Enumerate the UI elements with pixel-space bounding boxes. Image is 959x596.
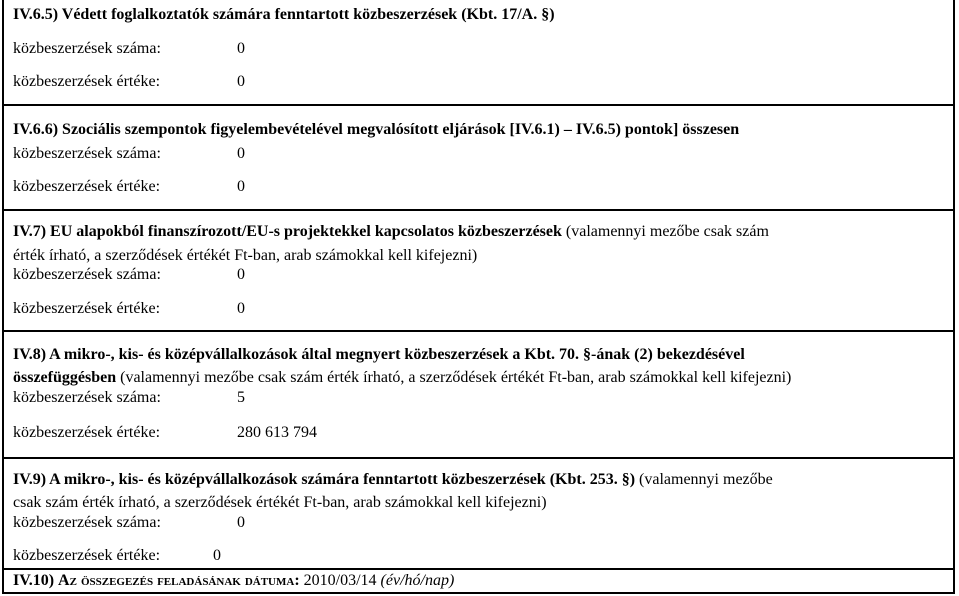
section-iv-7-heading: [13, 222, 769, 242]
date-label: Az összegezés feladásának dátuma:: [58, 572, 300, 589]
procurement-count-row: [13, 265, 245, 285]
count-value: 0: [237, 514, 245, 531]
count-label: közbeszerzések száma:: [13, 389, 161, 406]
procurement-value-row: [13, 177, 245, 197]
heading-bold: összefüggésben: [13, 369, 117, 386]
procurement-count-row: [13, 144, 245, 164]
section-iv-6-6-heading: IV.6.6) Szociális szempontok figyelembevételével megvalósított eljárások [IV.6.1) – IV.6.5) pontok] összesen: [13, 121, 740, 138]
section-iv-8-heading: IV.8) A mikro-, kis- és középvállalkozások által megnyert közbeszerzések a Kbt. 70. §-ának (2) bekezdésével: [13, 346, 745, 363]
section-iv-9-heading: [13, 470, 773, 490]
date-format-hint: (év/hó/nap): [376, 572, 455, 589]
procurement-value-row: [13, 423, 317, 443]
date-label-prefix: IV.10): [13, 572, 59, 589]
procurement-count-row: [13, 39, 245, 59]
value-label: közbeszerzések értéke:: [13, 424, 161, 441]
section-iv-6-5-heading: IV.6.5) Védett foglalkoztatók számára fenntartott közbeszerzések (Kbt. 17/A. §): [13, 6, 555, 23]
value-value: 0: [237, 300, 245, 317]
heading-note: (valamennyi mezőbe csak szám érték írható, a szerződések értékét Ft-ban, arab számokkal kell kifejezni): [116, 369, 792, 386]
value-value: 0: [237, 178, 245, 195]
value-value: 0: [237, 73, 245, 90]
count-value: 5: [237, 389, 245, 406]
heading-bold: IV.9) A mikro-, kis- és középvállalkozások számára fenntartott közbeszerzések (Kbt. 253. §): [13, 471, 636, 488]
value-label: közbeszerzések értéke:: [13, 73, 161, 90]
count-value: 0: [237, 40, 245, 57]
count-label: közbeszerzések száma:: [13, 266, 161, 283]
procurement-count-row: [13, 388, 245, 408]
value-label: közbeszerzések értéke:: [13, 300, 161, 317]
submission-date: 2010/03/14: [299, 572, 377, 589]
value-value: 0: [213, 547, 221, 564]
count-value: 0: [237, 266, 245, 283]
section-iv-10-row: [13, 571, 454, 591]
section-divider: [2, 568, 955, 570]
heading-note: (valamennyi mezőbe: [635, 471, 773, 488]
procurement-value-row: [13, 546, 221, 566]
procurement-value-row: [13, 72, 245, 92]
count-value: 0: [237, 145, 245, 162]
heading-bold: IV.7) EU alapokból finanszírozott/EU-s projektekkel kapcsolatos közbeszerzések: [13, 223, 562, 240]
count-label: közbeszerzések száma:: [13, 40, 161, 57]
section-divider: [2, 330, 955, 332]
section-iv-8-heading-cont: [13, 368, 791, 388]
section-iv-9-heading-cont: csak szám érték írható, a szerződések értékét Ft-ban, arab számokkal kell kifejezni): [13, 494, 547, 511]
count-label: közbeszerzések száma:: [13, 514, 161, 531]
value-label: közbeszerzések értéke:: [13, 547, 161, 564]
heading-note: (valamennyi mezőbe csak szám: [561, 223, 769, 240]
section-divider: [2, 209, 955, 211]
count-label: közbeszerzések száma:: [13, 145, 161, 162]
section-iv-7-heading-cont: érték írható, a szerződések értékét Ft-ban, arab számokkal kell kifejezni): [13, 247, 478, 264]
section-divider: [2, 104, 955, 106]
procurement-count-row: [13, 513, 245, 533]
value-label: közbeszerzések értéke:: [13, 178, 161, 195]
section-divider: [2, 457, 955, 459]
procurement-value-row: [13, 299, 245, 319]
value-value: 280 613 794: [237, 424, 317, 441]
